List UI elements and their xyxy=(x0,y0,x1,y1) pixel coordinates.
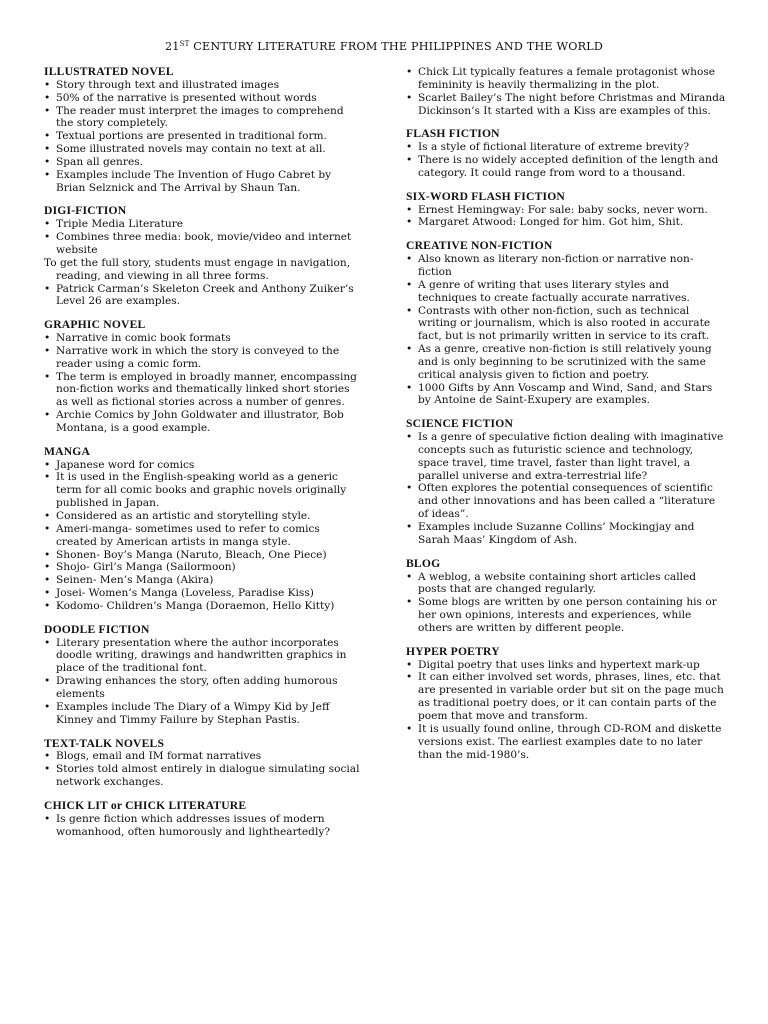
item-text: It can either involved set words, phrases, lines, etc. that are presented in variable order but sit on the page much as traditional poetry does, or it can contain parts of the poem that move and transform. xyxy=(418,671,724,722)
bullet-item xyxy=(44,600,360,613)
item-text: It is used in the English-speaking world as a generic term for all comic books and graphic novels originally published in Japan. xyxy=(56,471,347,510)
section-heading: ILLUSTRATED NOVEL xyxy=(44,65,174,78)
section-six-word-flash-fiction xyxy=(406,191,726,230)
item-text: As a genre, creative non-fiction is still relatively young and is only beginning to be scrutinized with the same critical analysis given to fiction and poetry. xyxy=(418,343,712,381)
bullet-item xyxy=(44,79,360,92)
section-heading: BLOG xyxy=(406,556,441,570)
bullet-item xyxy=(44,218,360,231)
item-text: To get the full story, students must engage in navigation, reading, and viewing in all three forms. xyxy=(44,256,351,282)
section-heading: DIGI-FICTION xyxy=(44,204,127,218)
bullet-item xyxy=(406,204,726,217)
bullet-item xyxy=(44,459,360,472)
page-title xyxy=(0,38,768,54)
bullet-item xyxy=(44,763,360,789)
bullet-item xyxy=(44,561,360,574)
item-text: Is genre fiction which addresses issues of modern womanhood, often humorously and lightheartedly? xyxy=(56,812,331,838)
bullet-item xyxy=(406,596,726,635)
bullet-item xyxy=(44,813,360,839)
section-heading: SIX-WORD FLASH FICTION xyxy=(406,189,566,203)
bullet-item xyxy=(406,571,726,597)
section-heading: SCIENCE FICTION xyxy=(406,417,514,431)
item-text: Contrasts with other non-fiction, such as technical writing or journalism, which is also rooted in accurate fact, but is not primarily written in service to its craft. xyxy=(418,304,711,343)
item-text: It is usually found online, through CD-ROM and diskette versions exist. The earliest examples date to no later than the mid-1980’s. xyxy=(418,722,722,761)
section-heading: TEXT-TALK NOVELS xyxy=(44,736,165,750)
item-text: Examples include Suzanne Collins’ Mockingjay and Sarah Maas’ Kingdom of Ash. xyxy=(418,521,695,546)
section-heading: CREATIVE NON-FICTION xyxy=(406,239,553,253)
item-text: Drawing enhances the story, often adding humorous elements xyxy=(56,675,338,700)
item-text: The term is employed in broadly manner, encompassing non-fiction works and thematically linked short stories as well as fictional stories across a number of genres. xyxy=(56,370,357,409)
item-text: 50% of the narrative is presented without words xyxy=(56,91,317,104)
item-text: Chick Lit typically features a female protagonist whose femininity is heavily thermalizing in the plot. xyxy=(418,66,716,91)
bullet-item xyxy=(406,482,726,521)
item-text: Margaret Atwood: Longed for him. Got him, Shit. xyxy=(418,216,684,229)
item-text: Narrative work in which the story is conveyed to the reader using a comic form. xyxy=(56,344,340,370)
item-text: Stories told almost entirely in dialogue simulating social network exchanges. xyxy=(56,763,360,789)
section-doodle-fiction xyxy=(44,624,360,727)
bullet-item xyxy=(406,671,726,722)
bullet-item xyxy=(44,130,360,143)
bullet-item xyxy=(44,701,360,727)
section-digi-fiction xyxy=(44,205,360,308)
item-text: Digital poetry that uses links and hypertext mark-up xyxy=(418,658,700,671)
bullet-item xyxy=(406,343,726,382)
bullet-item xyxy=(44,675,360,701)
section-graphic-novel xyxy=(44,319,360,435)
section-heading: MANGA xyxy=(44,444,91,458)
bullet-item xyxy=(44,92,360,105)
section-chick-lit-or-chick-literature xyxy=(44,800,360,839)
item-text: Narrative in comic book formats xyxy=(56,332,231,345)
item-text: Literary presentation where the author incorporates doodle writing, drawings and handwritten graphics in place of the traditional font. xyxy=(56,636,347,675)
bullet-item xyxy=(406,253,726,279)
bullet-item xyxy=(44,750,360,763)
bullet-item xyxy=(406,154,726,180)
section-continued xyxy=(406,66,726,117)
section-creative-non-fiction xyxy=(406,240,726,407)
bullet-item xyxy=(406,305,726,344)
title-number: 21 xyxy=(164,40,180,53)
bullet-item xyxy=(44,169,360,195)
item-text: Japanese word for comics xyxy=(56,458,195,471)
item-text: There is no widely accepted definition of the length and category. It could range from word to a thousand. xyxy=(418,154,719,179)
section-hyper-poetry xyxy=(406,646,726,762)
bullet-item xyxy=(44,156,360,169)
item-text: A weblog, a website containing short articles called posts that are changed regularly. xyxy=(418,570,697,596)
bullet-item xyxy=(44,409,360,435)
item-text: Examples include The Diary of a Wimpy Kid by Jeff Kinney and Timmy Failure by Stephan Pastis. xyxy=(56,700,330,726)
item-text: Scarlet Bailey’s The night before Christmas and Miranda Dickinson’s It started with a Kiss are examples of this. xyxy=(418,91,726,117)
item-text: Josei- Women’s Manga (Loveless, Paradise Kiss) xyxy=(56,587,314,600)
section-heading: HYPER POETRY xyxy=(406,644,500,658)
item-text: Often explores the potential consequences of scientific and other innovations and has been called a “literature of ideas”. xyxy=(418,482,716,521)
bullet-item xyxy=(406,92,726,118)
bullet-item xyxy=(406,723,726,762)
title-superscript: ST xyxy=(179,40,190,48)
right-column xyxy=(406,66,726,772)
left-column xyxy=(44,66,360,849)
bullet-item xyxy=(44,143,360,156)
bullet-item xyxy=(44,105,360,131)
item-text: Is a style of fictional literature of extreme brevity? xyxy=(418,141,690,154)
bullet-item xyxy=(44,574,360,587)
section-blog xyxy=(406,558,726,635)
bullet-item xyxy=(406,659,726,672)
item-text: Story through text and illustrated images xyxy=(56,78,280,91)
item-text: Archie Comics by John Goldwater and illustrator, Bob Montana, is a good example. xyxy=(56,409,344,434)
bullet-item xyxy=(406,431,726,482)
item-text: A genre of writing that uses literary styles and techniques to create factually accurate narratives. xyxy=(418,278,690,304)
item-text: Also known as literary non-fiction or narrative non-fiction xyxy=(418,253,694,278)
section-heading: DOODLE FICTION xyxy=(44,622,150,636)
bullet-item xyxy=(44,471,360,510)
bullet-item xyxy=(406,521,726,547)
bullet-item xyxy=(406,216,726,229)
item-text: Combines three media: book, movie/video and internet website xyxy=(56,231,352,256)
bullet-item xyxy=(44,637,360,676)
item-text: 1000 Gifts by Ann Voscamp and Wind, Sand, and Stars by Antoine de Saint-Exupery are examples. xyxy=(418,381,713,407)
section-flash-fiction xyxy=(406,128,726,179)
item-text: Some blogs are written by one person containing his or her own opinions, interests and experiences, while others are written by different people. xyxy=(418,596,717,634)
item-text: Is a genre of speculative fiction dealing with imaginative concepts such as futuristic science and technology, space travel, time travel, faster than light travel, a parallel universe and extra-terrestrial life? xyxy=(418,431,724,482)
section-heading: GRAPHIC NOVEL xyxy=(44,318,146,332)
item-text: Shojo- Girl’s Manga (Sailormoon) xyxy=(56,561,236,574)
item-text: Span all genres. xyxy=(56,155,144,168)
paragraph xyxy=(44,257,360,283)
item-text: Textual portions are presented in traditional form. xyxy=(56,130,327,143)
section-heading: FLASH FICTION xyxy=(406,127,500,141)
bullet-item xyxy=(44,523,360,549)
bullet-item xyxy=(44,332,360,345)
item-text: The reader must interpret the images to comprehend the story completely. xyxy=(56,104,344,130)
item-text: Some illustrated novels may contain no text at all. xyxy=(56,143,326,156)
bullet-item xyxy=(44,231,360,257)
bullet-item xyxy=(406,279,726,305)
section-science-fiction xyxy=(406,418,726,546)
item-text: Ernest Hemingway: For sale: baby socks, never worn. xyxy=(418,203,708,216)
item-text: Triple Media Literature xyxy=(56,218,184,231)
section-manga xyxy=(44,446,360,613)
bullet-item xyxy=(44,587,360,600)
item-text: Examples include The Invention of Hugo Cabret by Brian Selznick and The Arrival by Shaun Tan. xyxy=(56,168,332,194)
item-text: Ameri-manga- sometimes used to refer to comics created by American artists in manga style. xyxy=(56,522,320,548)
item-text: Patrick Carman’s Skeleton Creek and Anthony Zuiker’s Level 26 are examples. xyxy=(56,282,354,308)
bullet-item xyxy=(406,66,726,92)
bullet-item xyxy=(44,371,360,410)
section-illustrated-novel xyxy=(44,66,360,194)
item-text: Shonen- Boy’s Manga (Naruto, Bleach, One Piece) xyxy=(56,548,327,561)
bullet-item xyxy=(406,141,726,154)
bullet-item xyxy=(44,510,360,523)
item-text: Seinen- Men’s Manga (Akira) xyxy=(56,574,214,587)
section-text-talk-novels xyxy=(44,738,360,789)
bullet-item xyxy=(44,345,360,371)
item-text: Kodomo- Children’s Manga (Doraemon, Hello Kitty) xyxy=(56,599,335,612)
bullet-item xyxy=(44,283,360,309)
bullet-item xyxy=(406,382,726,408)
item-text: Considered as an artistic and storytelling style. xyxy=(56,510,311,522)
bullet-item xyxy=(44,549,360,562)
item-text: Blogs, email and IM format narratives xyxy=(56,750,262,763)
section-heading: CHICK LIT or CHICK LITERATURE xyxy=(44,798,247,812)
title-text: CENTURY LITERATURE FROM THE PHILIPPINES AND THE WORLD xyxy=(189,40,604,53)
